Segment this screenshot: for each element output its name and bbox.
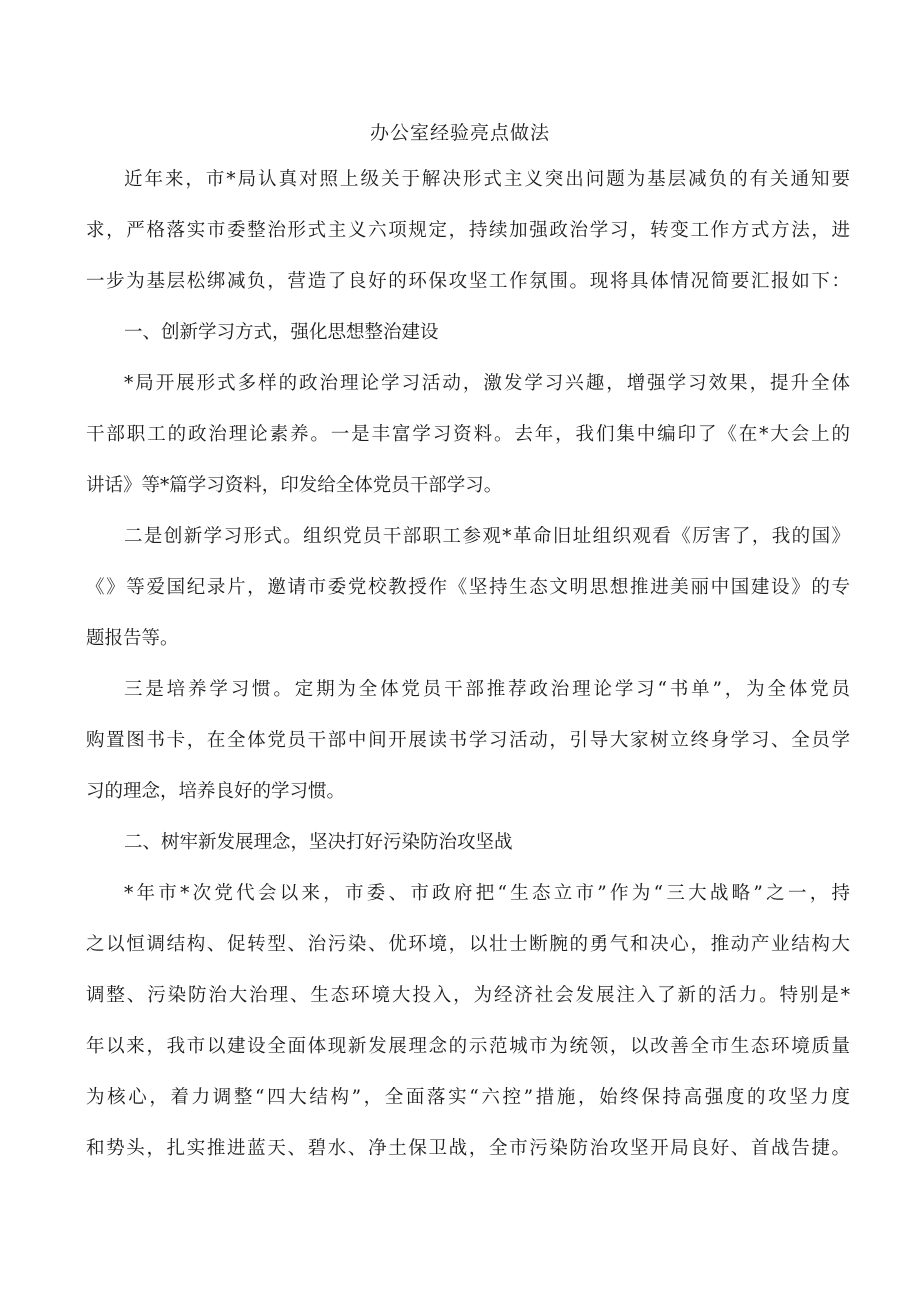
paragraph-ecology-line-2: 之以恒调结构、促转型、治污染、优环境，以壮士断腕的勇气和决心，推动产业结构大 — [86, 934, 850, 955]
paragraph-form-line-1: 二是创新学习形式。组织党员干部职工参观*革命旧址组织观看《厉害了，我的国》 — [124, 526, 850, 547]
paragraph-habit-line-3: 习的理念，培养良好的学习惯。 — [86, 781, 346, 802]
paragraph-intro-line-3: 一步为基层松绑减负，营造了良好的环保攻坚工作氛围。现将具体情况简要汇报如下： — [86, 271, 850, 292]
paragraph-form-line-2: 《》等爱国纪录片，邀请市委党校教授作《坚持生态文明思想推进美丽中国建设》的专 — [86, 577, 850, 598]
paragraph-study-line-2: 干部职工的政治理论素养。一是丰富学习资料。去年，我们集中编印了《在*大会上的 — [86, 424, 850, 445]
paragraph-form-line-3: 题报告等。 — [86, 628, 179, 649]
section-heading-1: 一、创新学习方式，强化思想整治建设 — [124, 322, 439, 343]
paragraph-intro-line-2: 求，严格落实市委整治形式主义六项规定，持续加强政治学习，转变工作方式方法，进 — [86, 220, 850, 241]
paragraph-ecology-line-1: *年市*次党代会以来，市委、市政府把“生态立市”作为“三大战略”之一，持 — [124, 883, 850, 904]
paragraph-ecology-line-6: 和势头，扎实推进蓝天、碧水、净土保卫战，全市污染防治攻坚开局良好、首战告捷。 — [86, 1138, 850, 1159]
paragraph-intro-line-1: 近年来，市*局认真对照上级关于解决形式主义突出问题为基层减负的有关通知要 — [124, 169, 850, 190]
paragraph-ecology-line-3: 调整、污染防治大治理、生态环境大投入，为经济社会发展注入了新的活力。特别是* — [86, 985, 850, 1006]
paragraph-ecology-line-4: 年以来，我市以建设全面体现新发展理念的示范城市为统领，以改善全市生态环境质量 — [86, 1036, 850, 1057]
paragraph-habit-line-2: 购置图书卡，在全体党员干部中间开展读书学习活动，引导大家树立终身学习、全员学 — [86, 730, 850, 751]
paragraph-study-line-1: *局开展形式多样的政治理论学习活动，激发学习兴趣，增强学习效果，提升全体 — [124, 373, 850, 394]
document-title: 办公室经验亮点做法 — [369, 122, 550, 144]
paragraph-habit-line-1: 三是培养学习惯。定期为全体党员干部推荐政治理论学习“书单”，为全体党员 — [124, 679, 850, 700]
section-heading-2: 二、树牢新发展理念，坚决打好污染防治攻坚战 — [124, 832, 513, 853]
paragraph-ecology-line-5: 为核心，着力调整“四大结构”，全面落实“六控”措施，始终保持高强度的攻坚力度 — [86, 1087, 850, 1108]
paragraph-study-line-3: 讲话》等*篇学习资料，印发给全体党员干部学习。 — [86, 475, 503, 496]
